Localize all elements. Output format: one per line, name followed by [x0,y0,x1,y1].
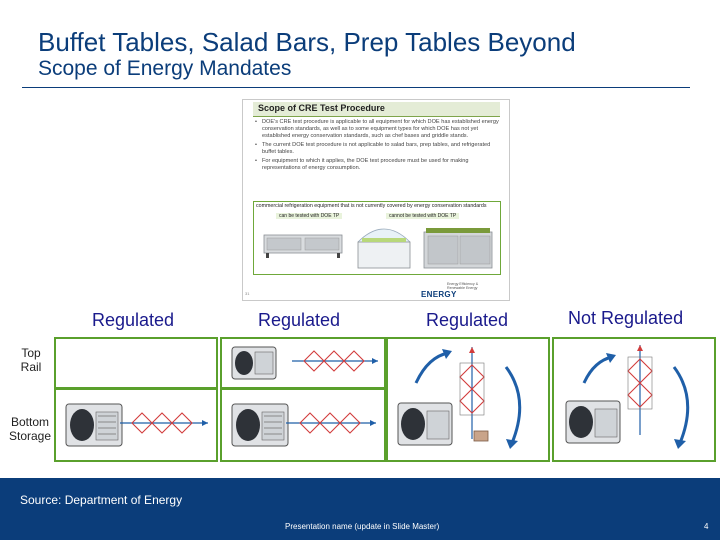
compressor-icon [232,347,276,379]
coil-icon [286,413,376,433]
embedded-footer [421,282,497,298]
embedded-bullet: • DOE's CRE test procedure is applicable to all equipment for which DOE has established energy conservation standards, as well as to some equipment types for which DOE has not yet established energy conservation standards, such as chef bases and griddle stands. [255,119,501,140]
status-label-1: Regulated [92,310,175,330]
panel-1-top [54,337,218,389]
panel-3 [386,337,550,462]
panel-3-diagram [388,339,548,460]
embedded-slide-title: Scope of CRE Test Procedure [258,103,385,113]
row-label-top [14,346,48,374]
footer-note: Presentation name (update in Slide Master) [285,522,440,531]
row-label-bottom-line: Bottom [10,415,49,429]
panel-2-top-diagram [222,339,384,387]
compressor-icon [398,403,452,445]
coil-icon [460,347,484,439]
embedded-bullet: • The current DOE test procedure is not applicable to salad bars, prep tables, and refrigerated buffet tables. [255,142,501,156]
embedded-page-number: 31 [245,291,250,296]
compressor-icon [232,404,288,446]
panel-4 [552,337,716,462]
compressor-icon [66,404,122,446]
slide-subtitle: Scope of Energy Mandates [38,57,292,80]
panel-2-top [220,337,386,389]
compressor-icon [566,401,620,443]
embedded-slide [242,99,510,301]
equipment-box-title: commercial refrigeration equipment that is not currently covered by energy conservation standards [256,203,487,209]
row-label-bottom [2,415,58,443]
coil-icon [628,345,652,435]
panel-1-bottom-diagram [56,390,216,460]
embedded-slide-header [253,102,500,117]
source-note: Source: Department of Energy [20,493,183,507]
embedded-footer-tag: Renewable Energy [447,286,478,290]
coil-icon [120,413,208,433]
row-label-top-line: Top [21,346,41,360]
embedded-footer-tag: Energy Efficiency & [447,282,479,286]
row-label-top-line: Rail [20,360,42,374]
row-label-bottom-line: Storage [8,429,52,443]
equipment-box [253,201,501,275]
status-label-3: Regulated [426,310,509,330]
status-label-2: Regulated [258,310,341,330]
testable-label: can be tested with DOE TP [276,213,342,219]
prep-table-photo [424,228,492,268]
energy-logo: ENERGY [421,290,457,299]
title-rule [22,87,690,88]
not-testable-label: cannot be tested with DOE TP [386,213,459,219]
equipment-photos [254,202,500,274]
chef-base-photo [264,235,342,258]
embedded-slide-bullets [255,119,501,174]
salad-bar-photo [358,229,410,268]
panel-4-diagram [554,339,714,460]
embedded-bullet: • For equipment to which it applies, the DOE test procedure must be used for making representations of energy consumption. [255,158,501,172]
panel-2-bottom [220,388,386,462]
panel-2-bottom-diagram [222,390,384,460]
panel-1-bottom [54,388,218,462]
slide-title: Buffet Tables, Salad Bars, Prep Tables Beyond [38,27,576,57]
coil-icon [292,351,378,371]
valve-icon [474,431,488,441]
page-number: 4 [704,522,709,531]
status-label-4: Not Regulated [568,308,684,328]
